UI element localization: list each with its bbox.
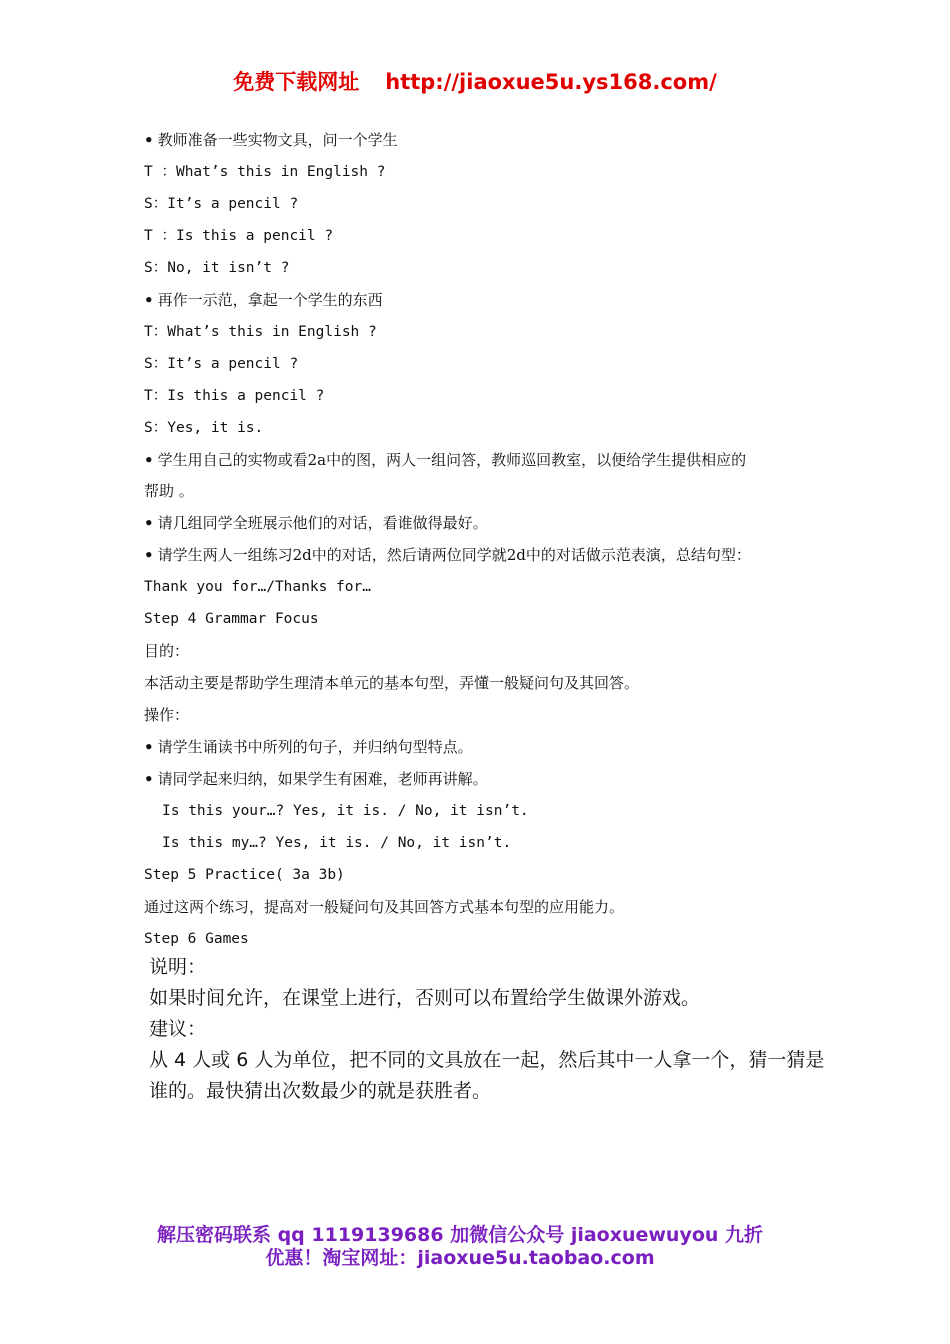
bullet-line: • 学生用自己的实物或看2a中的图，两人一组问答，教师巡回教室，以便给学生提供相应的 bbox=[144, 451, 747, 469]
note-label: 说明： bbox=[149, 956, 207, 978]
dialogue-line: S：It’s a pencil ? bbox=[144, 196, 299, 212]
text-line: 本活动主要是帮助学生理清本单元的基本句型，弄懂一般疑问句及其回答。 bbox=[144, 674, 640, 692]
step-heading: Step 5 Practice( 3a 3b) bbox=[144, 867, 345, 883]
bullet-dot: • bbox=[144, 546, 154, 564]
suggest-text: 谁的。最快猜出次数最少的就是获胜者。 bbox=[149, 1080, 492, 1102]
suggest-label: 建议： bbox=[149, 1018, 207, 1040]
bullet-dot: • bbox=[144, 770, 154, 788]
bullet-dot: • bbox=[144, 131, 154, 149]
step-heading: Step 4 Grammar Focus bbox=[144, 611, 319, 627]
dialogue-line: T：Is this a pencil ? bbox=[144, 388, 325, 404]
bullet-line: • 请同学起来归纳，如果学生有困难，老师再讲解。 bbox=[144, 770, 488, 788]
bullet-dot: • bbox=[144, 451, 154, 469]
bullet-line: • 请学生两人一组练习2d中的对话，然后请两位同学就2d中的对话做示范表演，总结句型： bbox=[144, 546, 751, 564]
bullet-line: • 再作一示范，拿起一个学生的东西 bbox=[144, 291, 383, 309]
text-line: Thank you for…/Thanks for… bbox=[144, 579, 371, 595]
text-line: 操作： bbox=[144, 706, 190, 724]
dialogue-line: T ：Is this a pencil ? bbox=[144, 228, 334, 244]
text-line: 通过这两个练习，提高对一般疑问句及其回答方式基本句型的应用能力。 bbox=[144, 898, 625, 916]
footer-line: 优惠！淘宝网址：jiaoxue5u.taobao.com bbox=[265, 1247, 655, 1269]
pattern-line: Is this my…? Yes, it is. / No, it isn’t. bbox=[162, 835, 512, 851]
bullet-line: • 教师准备一些实物文具，问一个学生 bbox=[144, 131, 398, 149]
bullet-dot: • bbox=[144, 514, 154, 532]
dialogue-line: T ：What’s this in English ? bbox=[144, 164, 386, 180]
dialogue-line: S：It’s a pencil ? bbox=[144, 356, 299, 372]
header-url[interactable]: http://jiaoxue5u.ys168.com/ bbox=[385, 70, 717, 94]
text-line: 目的： bbox=[144, 642, 190, 660]
dialogue-line: T：What’s this in English ? bbox=[144, 324, 377, 340]
bullet-line: • 请学生诵读书中所列的句子，并归纳句型特点。 bbox=[144, 738, 473, 756]
step-heading: Step 6 Games bbox=[144, 931, 249, 947]
footer-line: 解压密码联系 qq 1119139686 加微信公众号 jiaoxuewuyou 九折 bbox=[156, 1224, 764, 1246]
dialogue-line: S：No, it isn’t ? bbox=[144, 260, 290, 276]
page-header bbox=[0, 66, 950, 96]
text-line: 帮助 。 bbox=[144, 482, 194, 500]
note-text: 如果时间允许，在课堂上进行，否则可以布置给学生做课外游戏。 bbox=[149, 987, 701, 1009]
pattern-line: Is this your…? Yes, it is. / No, it isn’t. bbox=[162, 803, 529, 819]
dialogue-line: S：Yes, it is. bbox=[144, 420, 264, 436]
bullet-dot: • bbox=[144, 291, 154, 309]
bullet-dot: • bbox=[144, 738, 154, 756]
header-title: 免费下载网址 bbox=[233, 70, 360, 94]
suggest-text: 从 4 人或 6 人为单位，把不同的文具放在一起，然后其中一人拿一个，猜一猜是 bbox=[149, 1049, 825, 1071]
bullet-line: • 请几组同学全班展示他们的对话，看谁做得最好。 bbox=[144, 514, 488, 532]
